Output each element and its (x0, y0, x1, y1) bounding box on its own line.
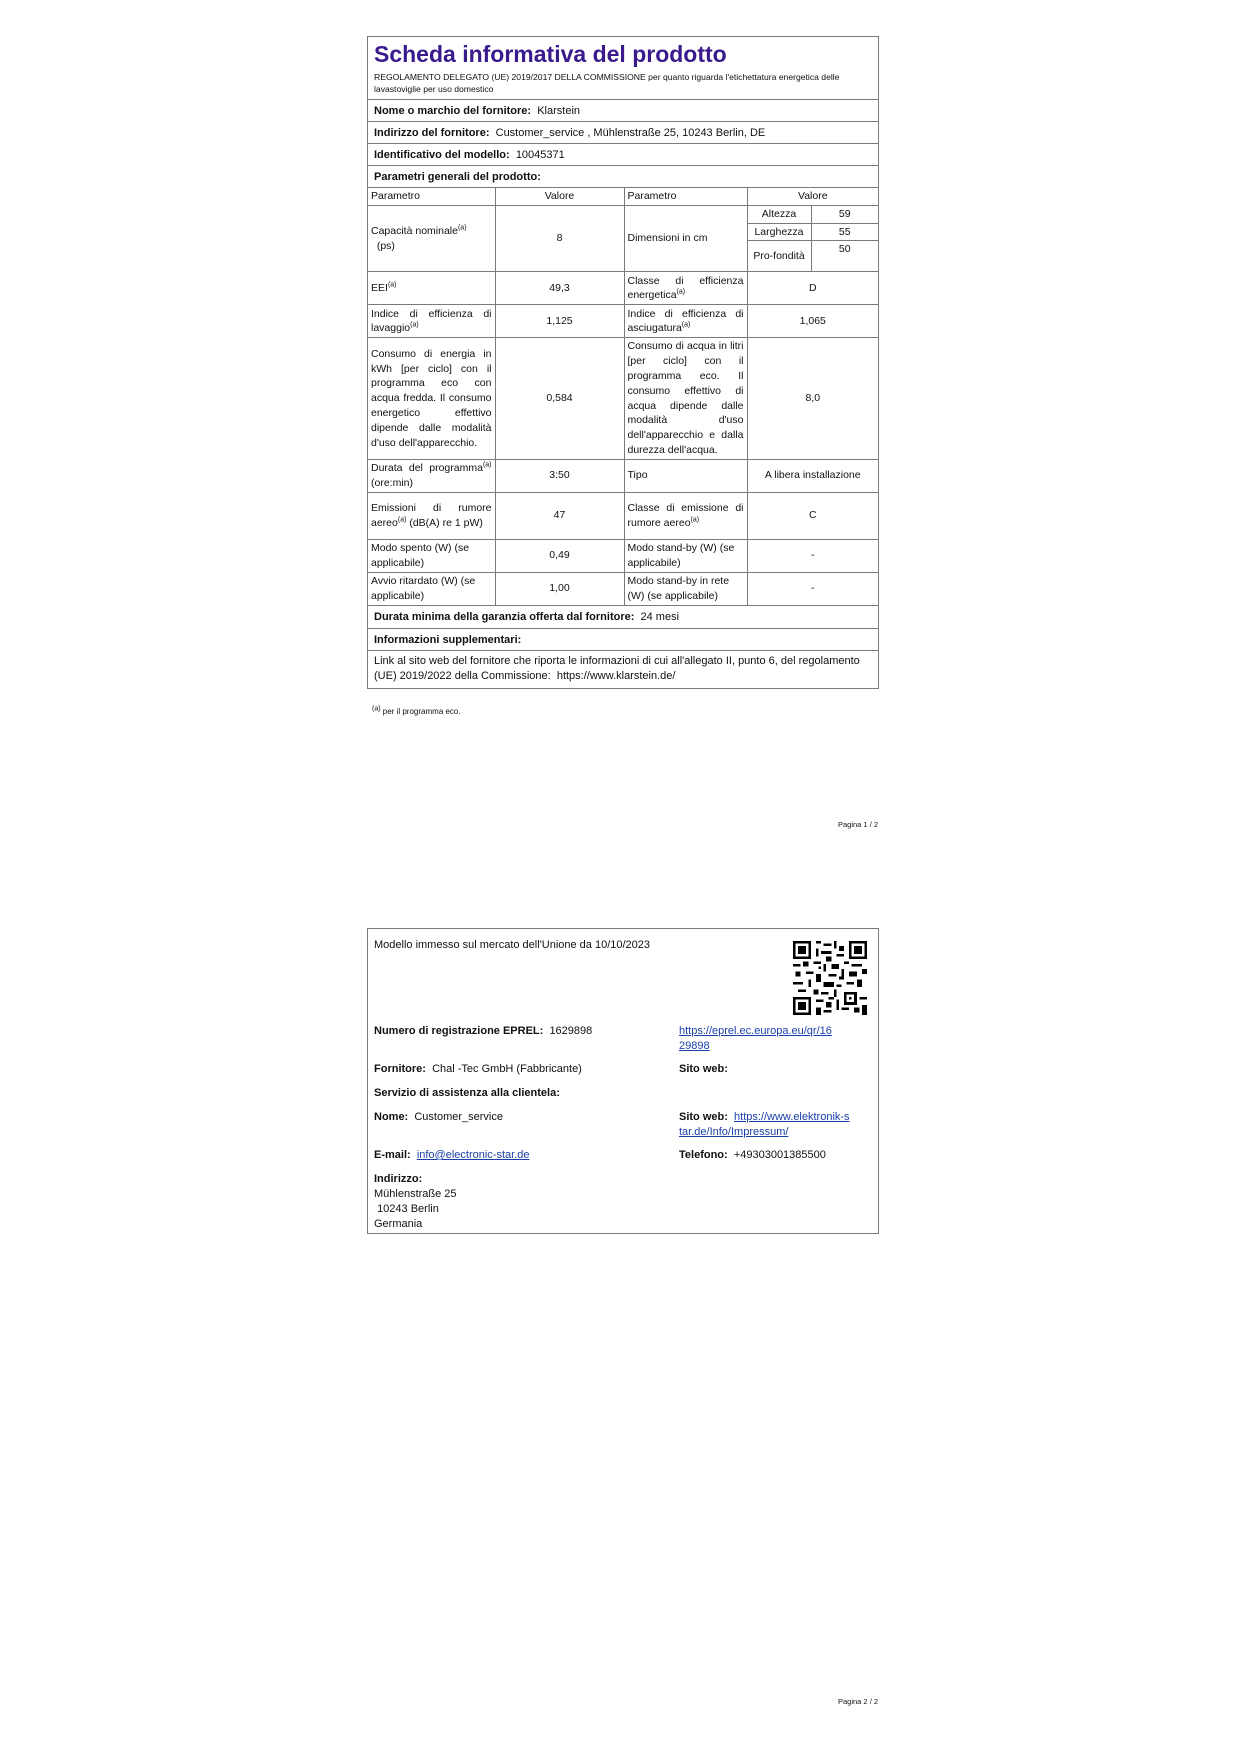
noise-value: 47 (495, 492, 624, 539)
header-value-2: Valore (747, 188, 878, 206)
page-number-1: Pagina 1 / 2 (838, 820, 879, 829)
noise-unit: (dB(A) re 1 pW) (409, 516, 483, 529)
supplier-value: Klarstein (537, 105, 580, 117)
footnote-mark: (a) (457, 224, 467, 232)
footnote (372, 707, 461, 716)
height-value: 59 (811, 205, 878, 223)
energy-class-label: Classe di efficienza energetica (627, 274, 744, 302)
footnote-mark: (a) (681, 321, 691, 329)
table-row (368, 572, 878, 605)
duration-label-cell (368, 459, 495, 492)
service-label: Servizio di assistenza alla clientela: (374, 1087, 560, 1099)
address-row (368, 121, 878, 143)
depth-value: 50 (811, 241, 878, 272)
noise-class-value: C (747, 492, 878, 539)
noise-label: Emissioni di rumore aereo (371, 501, 492, 529)
supplier-information-sheet (367, 928, 879, 1234)
eprel-link-part2[interactable]: 29898 (679, 1040, 710, 1052)
delay-value: 1,00 (495, 572, 624, 605)
supplier-line (374, 1062, 582, 1077)
page-number-2: Pagina 2 / 2 (838, 1697, 879, 1706)
page-title: Scheda informativa del prodotto (374, 41, 727, 67)
model-row (368, 143, 878, 165)
water-consumption-label: Consumo di acqua in litri [per ciclo] con il programma eco. Il consumo effettivo di acqua dipende dalle modalità d'uso dell'apparecchio e dalla durezza dell'acqua. (624, 338, 747, 459)
email-link[interactable]: info@electronic-star.de (416, 1149, 530, 1161)
qr-code-icon[interactable] (793, 941, 867, 1015)
model-value: 10045371 (515, 149, 565, 161)
supplier-label: Nome o marchio del fornitore: (374, 105, 532, 117)
website-label: Sito web: (679, 1063, 728, 1075)
supplier-link[interactable]: https://www.klarstein.de/ (556, 669, 676, 682)
network-standby-value: - (747, 572, 878, 605)
eei-value: 49,3 (495, 272, 624, 305)
phone-line (679, 1148, 826, 1163)
footnote-mark: (a) (372, 705, 381, 713)
footnote-mark: (a) (387, 281, 397, 289)
general-params-label: Parametri generali del prodotto: (374, 171, 541, 183)
address-label: Indirizzo: (374, 1173, 423, 1185)
table-row (368, 272, 878, 305)
supplier-link-row (368, 650, 878, 688)
additional-info-row (368, 628, 878, 650)
footnote-mark: (a) (410, 321, 419, 329)
capacity-unit: (ps) (376, 239, 395, 252)
footnote-mark: (a) (690, 516, 700, 524)
energy-consumption-value: 0,584 (495, 338, 624, 459)
footnote-mark: (a) (482, 461, 492, 469)
wash-index-value: 1,125 (495, 305, 624, 338)
duration-label: Durata del programma (371, 461, 483, 474)
wash-index-label-cell (368, 305, 495, 338)
capacity-label: Capacità nominale (371, 224, 458, 237)
supplier-value: Chal -Tec GmbH (Fabbricante) (432, 1063, 582, 1075)
email-line (374, 1148, 529, 1163)
wash-index-label: Indice di efficienza di lavaggio (371, 307, 492, 335)
eprel-link-part1[interactable]: https://eprel.ec.europa.eu/qr/16 (679, 1025, 832, 1037)
website2-line (679, 1110, 850, 1140)
off-label: Modo spento (W) (se applicabile) (368, 539, 495, 572)
energy-class-label-cell (624, 272, 747, 305)
address-line-1: Mühlenstraße 25 (374, 1188, 457, 1200)
table-row (368, 492, 878, 539)
phone-value: +49303001385500 (733, 1149, 826, 1161)
eprel-label: Numero di registrazione EPREL: (374, 1025, 544, 1037)
noise-class-label: Classe di emissione di rumore aereo (627, 501, 744, 529)
address-line-3: Germania (374, 1218, 423, 1230)
height-label: Altezza (747, 205, 811, 223)
warranty-row (368, 606, 878, 628)
type-label: Tipo (624, 459, 747, 492)
eei-label-cell (368, 272, 495, 305)
header-value-1: Valore (495, 188, 624, 206)
dry-index-label-cell (624, 305, 747, 338)
noise-class-label-cell (624, 492, 747, 539)
name-label: Nome: (374, 1111, 409, 1123)
footnote-mark: (a) (676, 288, 686, 296)
dry-index-value: 1,065 (747, 305, 878, 338)
model-label: Identificativo del modello: (374, 149, 510, 161)
standby-label: Modo stand-by (W) (se applicabile) (624, 539, 747, 572)
additional-info-label: Informazioni supplementari: (374, 633, 522, 646)
delay-label: Avvio ritardato (W) (se applicabile) (368, 572, 495, 605)
dry-index-label: Indice di efficienza di asciugatura (627, 307, 744, 335)
supplier-row (368, 99, 878, 121)
phone-label: Telefono: (679, 1149, 728, 1161)
duration-value: 3:50 (495, 459, 624, 492)
website2-link-part1[interactable]: https://www.elektronik-s (734, 1111, 850, 1123)
address-value: Customer_service , Mühlenstraße 25, 10243 Berlin, DE (495, 127, 766, 139)
email-label: E-mail: (374, 1149, 411, 1161)
postal-address (374, 1172, 457, 1232)
supplier-link-text: Link al sito web del fornitore che riporta le informazioni di cui all'allegato II, punto 6, del regolamento (UE) 2019/2022 della Commissione: (374, 654, 860, 682)
supplier-label: Fornitore: (374, 1063, 426, 1075)
footnote-mark: (a) (397, 516, 407, 524)
eei-label: EEI (371, 281, 388, 294)
footnote-text: per il programma eco. (382, 707, 461, 716)
header-param-1: Parametro (368, 188, 495, 206)
energy-consumption-label: Consumo di energia in kWh [per ciclo] con il programma eco con acqua fredda. Il consumo energetico effettivo dipende dalle modalità d'uso dell'apparecchio. (368, 338, 495, 459)
width-label: Larghezza (747, 223, 811, 241)
dimensions-label: Dimensioni in cm (624, 205, 747, 272)
website2-label: Sito web: (679, 1111, 728, 1123)
standby-value: - (747, 539, 878, 572)
address-line-2: 10243 Berlin (377, 1203, 439, 1215)
warranty-label: Durata minima della garanzia offerta dal fornitore: (374, 610, 635, 623)
table-header-row (368, 188, 878, 206)
network-standby-label: Modo stand-by in rete (W) (se applicabile) (624, 572, 747, 605)
water-consumption-value: 8,0 (747, 338, 878, 459)
website2-link-part2[interactable]: tar.de/Info/Impressum/ (679, 1126, 789, 1138)
warranty-value: 24 mesi (640, 610, 680, 623)
eprel-line (374, 1024, 592, 1039)
depth-label: Pro-fondità (747, 241, 811, 272)
table-row (368, 205, 878, 223)
energy-class-value: D (747, 272, 878, 305)
general-params-row (368, 165, 878, 187)
address-label: Indirizzo del fornitore: (374, 127, 490, 139)
name-value: Customer_service (414, 1111, 503, 1123)
eprel-value: 1629898 (549, 1025, 593, 1037)
product-information-sheet (367, 36, 879, 689)
capacity-label-cell (368, 205, 495, 272)
table-row (368, 539, 878, 572)
off-value: 0,49 (495, 539, 624, 572)
regulation-text: REGOLAMENTO DELEGATO (UE) 2019/2017 DELLA COMMISSIONE per quanto riguarda l'etichettatura energetica delle lavastoviglie per uso domestico (374, 72, 840, 94)
market-date-text: Modello immesso sul mercato dell'Unione da 10/10/2023 (374, 939, 651, 951)
type-value: A libera installazione (747, 459, 878, 492)
capacity-value: 8 (495, 205, 624, 272)
table-row (368, 305, 878, 338)
table-row (368, 338, 878, 459)
website-line (679, 1062, 728, 1077)
noise-label-cell (368, 492, 495, 539)
service-line (374, 1086, 560, 1101)
eprel-link[interactable] (679, 1024, 832, 1054)
contact-name-line (374, 1110, 503, 1125)
header-param-2: Parametro (624, 188, 747, 206)
table-row (368, 459, 878, 492)
width-value: 55 (811, 223, 878, 241)
parameters-table (368, 187, 878, 606)
duration-unit: (ore:min) (371, 476, 414, 489)
